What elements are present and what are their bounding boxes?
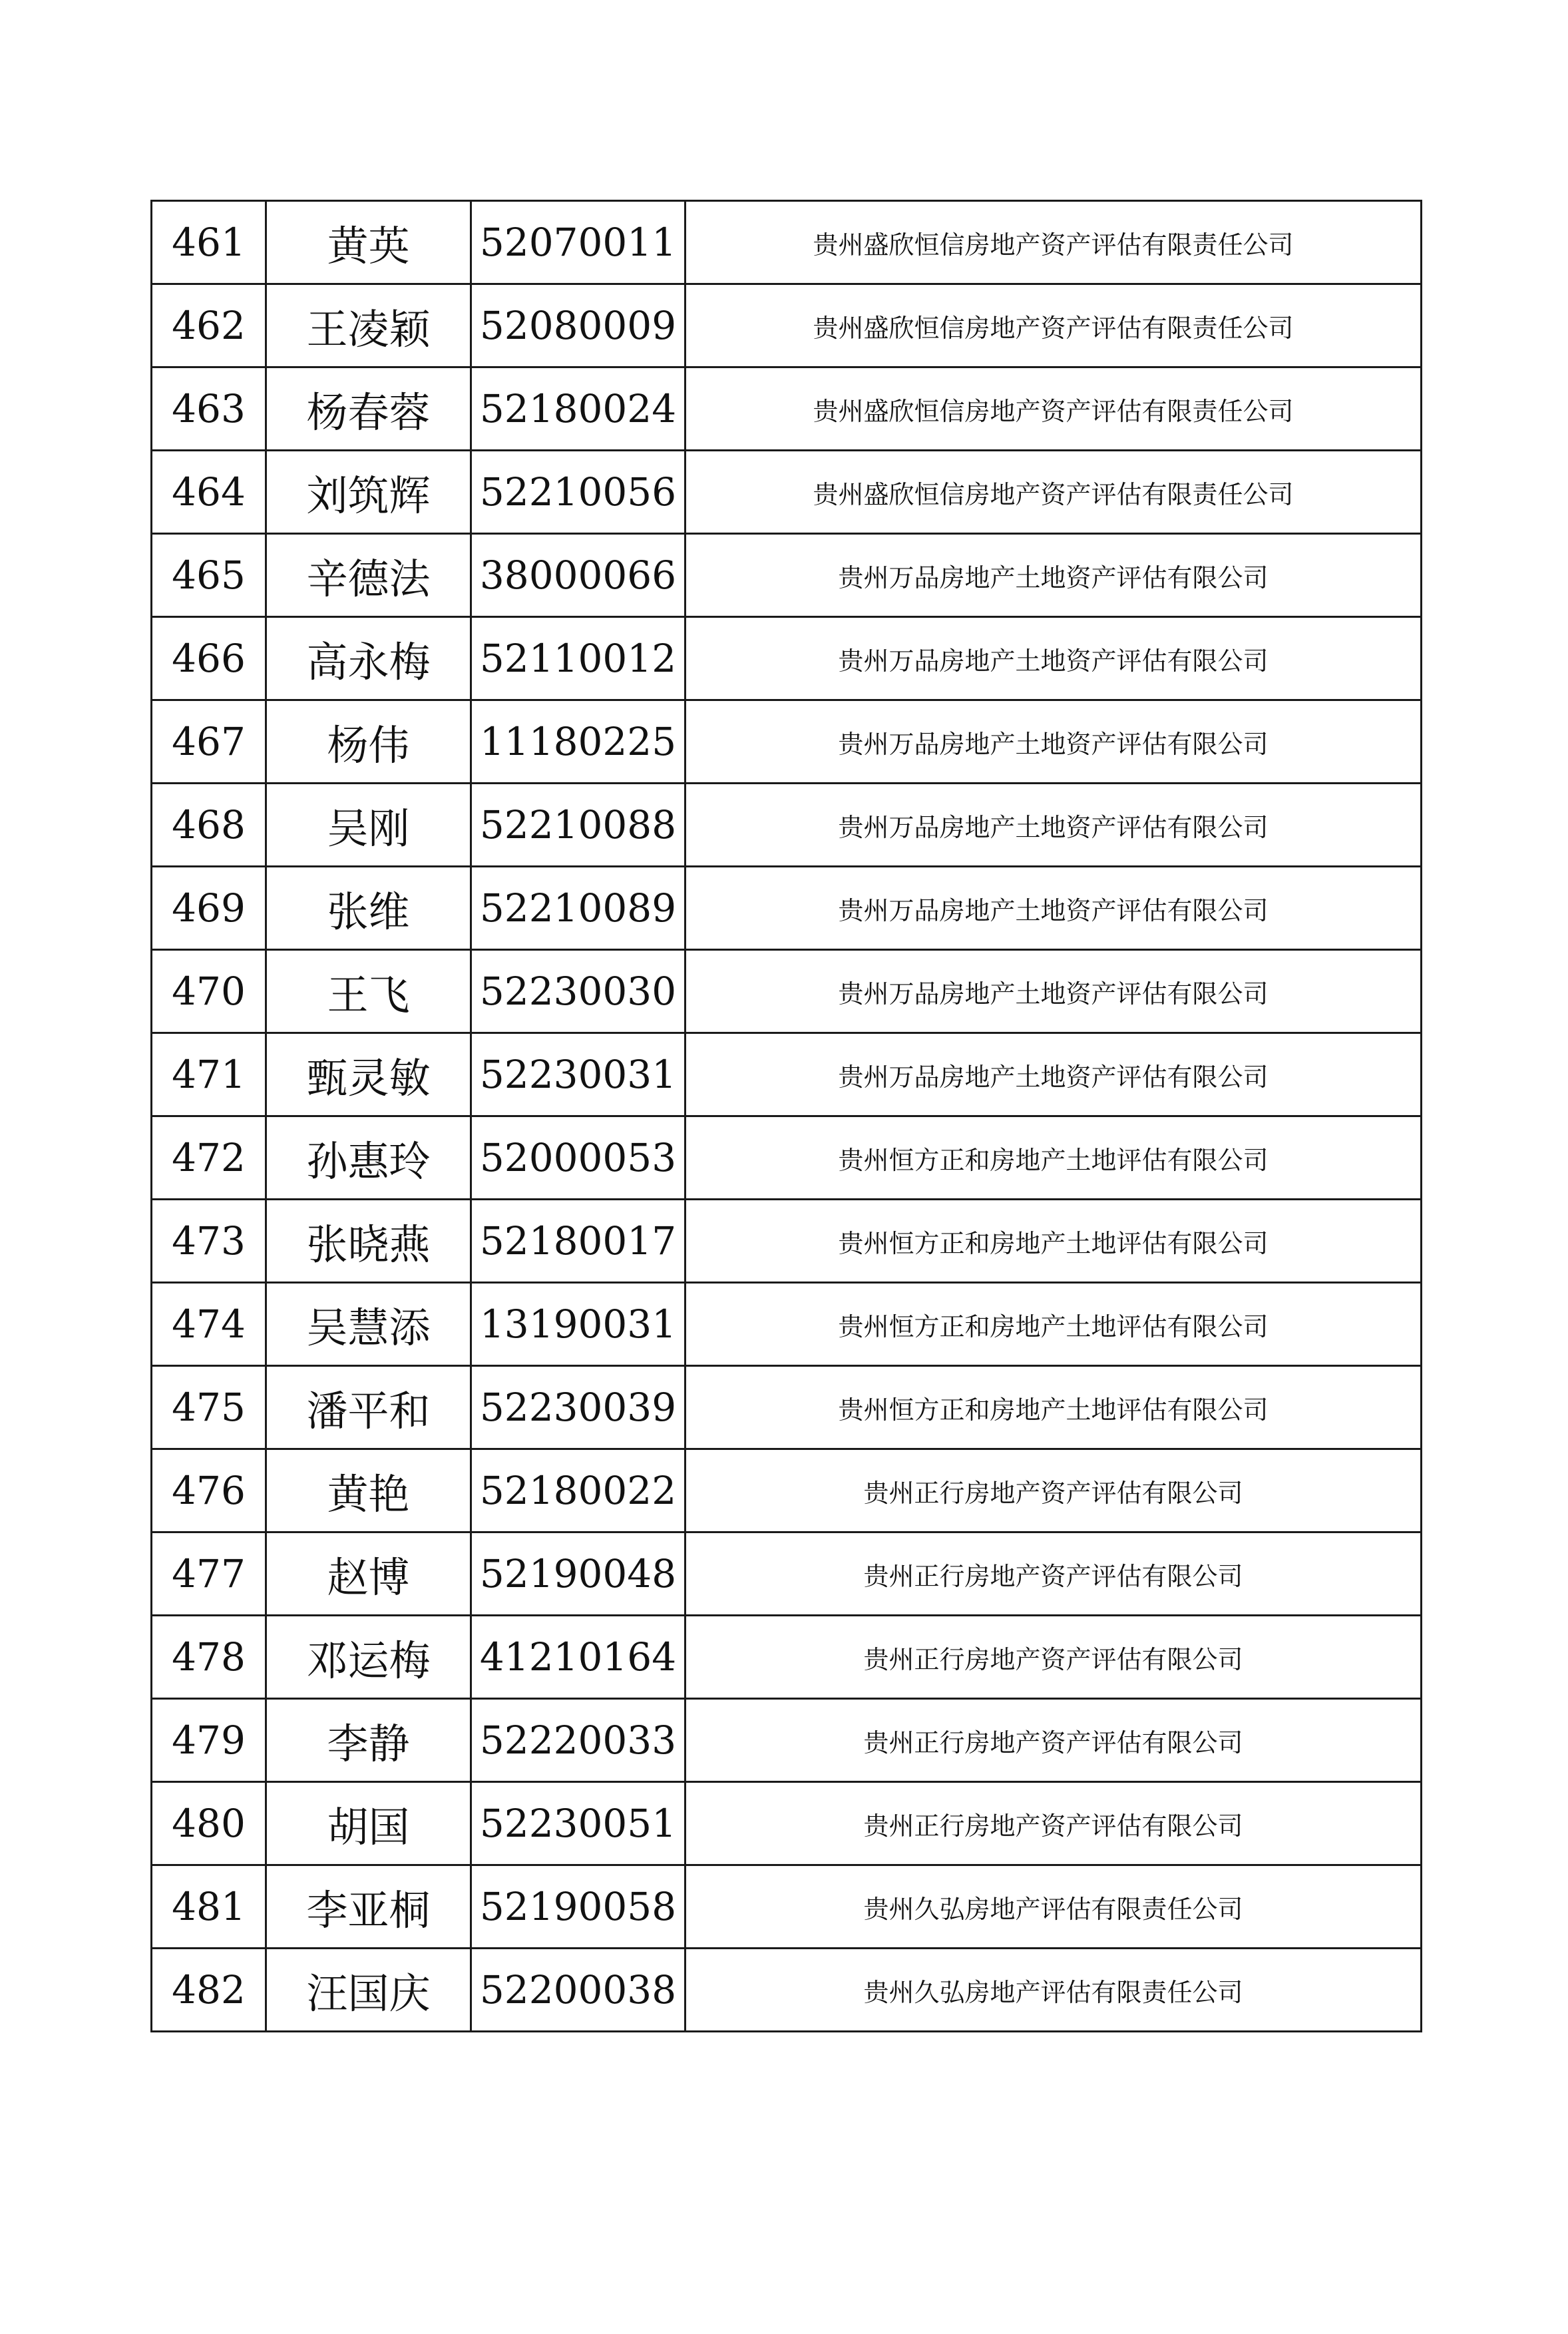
row-index-cell: 480 [152,1782,266,1865]
certificate-number-cell: 52080009 [471,284,686,367]
row-index-cell: 470 [152,950,266,1033]
table-row [152,784,1422,867]
person-name-cell: 张维 [266,867,471,950]
row-index-cell: 468 [152,784,266,867]
certificate-number-cell: 52230039 [471,1366,686,1449]
person-name-cell: 邓运梅 [266,1616,471,1699]
table-row [152,284,1422,367]
person-name-cell: 刘筑辉 [266,451,471,534]
person-name-cell: 吴刚 [266,784,471,867]
person-name-cell: 黄艳 [266,1449,471,1532]
row-index-cell: 479 [152,1699,266,1782]
table-row [152,1116,1422,1200]
company-name-cell: 贵州久弘房地产评估有限责任公司 [686,1865,1422,1949]
certificate-number-cell: 52230051 [471,1782,686,1865]
table-row [152,1782,1422,1865]
row-index-cell: 474 [152,1283,266,1366]
company-name-cell: 贵州正行房地产资产评估有限公司 [686,1782,1422,1865]
company-name-cell: 贵州盛欣恒信房地产资产评估有限责任公司 [686,367,1422,451]
person-name-cell: 杨春蓉 [266,367,471,451]
person-name-cell: 王飞 [266,950,471,1033]
table-row [152,1366,1422,1449]
row-index-cell: 465 [152,534,266,617]
table-row [152,1616,1422,1699]
person-name-cell: 王凌颖 [266,284,471,367]
table-row [152,1200,1422,1283]
company-name-cell: 贵州盛欣恒信房地产资产评估有限责任公司 [686,201,1422,284]
row-index-cell: 478 [152,1616,266,1699]
row-index-cell: 482 [152,1949,266,2032]
row-index-cell: 473 [152,1200,266,1283]
person-name-cell: 吴慧添 [266,1283,471,1366]
company-name-cell: 贵州万品房地产土地资产评估有限公司 [686,534,1422,617]
table-row [152,1865,1422,1949]
certificate-number-cell: 52190048 [471,1532,686,1616]
company-name-cell: 贵州正行房地产资产评估有限公司 [686,1449,1422,1532]
table-row [152,1699,1422,1782]
certificate-number-cell: 38000066 [471,534,686,617]
certificate-number-cell: 52000053 [471,1116,686,1200]
person-name-cell: 高永梅 [266,617,471,700]
certificate-number-cell: 52230030 [471,950,686,1033]
person-name-cell: 杨伟 [266,700,471,784]
table-row [152,534,1422,617]
table-row [152,700,1422,784]
row-index-cell: 476 [152,1449,266,1532]
table-row [152,1283,1422,1366]
company-name-cell: 贵州恒方正和房地产土地评估有限公司 [686,1283,1422,1366]
certificate-number-cell: 52210056 [471,451,686,534]
certificate-number-cell: 52180017 [471,1200,686,1283]
company-name-cell: 贵州万品房地产土地资产评估有限公司 [686,950,1422,1033]
person-name-cell: 辛德法 [266,534,471,617]
registry-table [150,200,1422,2032]
certificate-number-cell: 52110012 [471,617,686,700]
row-index-cell: 472 [152,1116,266,1200]
row-index-cell: 463 [152,367,266,451]
certificate-number-cell: 52070011 [471,201,686,284]
row-index-cell: 477 [152,1532,266,1616]
registry-table-body [152,201,1422,2032]
table-row [152,950,1422,1033]
table-row [152,1532,1422,1616]
person-name-cell: 胡国 [266,1782,471,1865]
certificate-number-cell: 52230031 [471,1033,686,1116]
certificate-number-cell: 52200038 [471,1949,686,2032]
row-index-cell: 467 [152,700,266,784]
person-name-cell: 黄英 [266,201,471,284]
company-name-cell: 贵州万品房地产土地资产评估有限公司 [686,617,1422,700]
certificate-number-cell: 41210164 [471,1616,686,1699]
company-name-cell: 贵州久弘房地产评估有限责任公司 [686,1949,1422,2032]
table-row [152,367,1422,451]
person-name-cell: 赵博 [266,1532,471,1616]
row-index-cell: 475 [152,1366,266,1449]
certificate-number-cell: 13190031 [471,1283,686,1366]
table-row [152,451,1422,534]
company-name-cell: 贵州恒方正和房地产土地评估有限公司 [686,1200,1422,1283]
table-row [152,1949,1422,2032]
company-name-cell: 贵州正行房地产资产评估有限公司 [686,1699,1422,1782]
certificate-number-cell: 52220033 [471,1699,686,1782]
row-index-cell: 464 [152,451,266,534]
company-name-cell: 贵州万品房地产土地资产评估有限公司 [686,1033,1422,1116]
table-row [152,617,1422,700]
row-index-cell: 466 [152,617,266,700]
company-name-cell: 贵州盛欣恒信房地产资产评估有限责任公司 [686,284,1422,367]
certificate-number-cell: 52210089 [471,867,686,950]
certificate-number-cell: 52180024 [471,367,686,451]
company-name-cell: 贵州恒方正和房地产土地评估有限公司 [686,1116,1422,1200]
person-name-cell: 李静 [266,1699,471,1782]
company-name-cell: 贵州正行房地产资产评估有限公司 [686,1532,1422,1616]
certificate-number-cell: 52210088 [471,784,686,867]
table-row [152,201,1422,284]
row-index-cell: 481 [152,1865,266,1949]
person-name-cell: 孙惠玲 [266,1116,471,1200]
person-name-cell: 汪国庆 [266,1949,471,2032]
row-index-cell: 461 [152,201,266,284]
company-name-cell: 贵州正行房地产资产评估有限公司 [686,1616,1422,1699]
certificate-number-cell: 52190058 [471,1865,686,1949]
certificate-number-cell: 52180022 [471,1449,686,1532]
company-name-cell: 贵州万品房地产土地资产评估有限公司 [686,700,1422,784]
company-name-cell: 贵州万品房地产土地资产评估有限公司 [686,867,1422,950]
table-row [152,1449,1422,1532]
table-row [152,867,1422,950]
row-index-cell: 469 [152,867,266,950]
person-name-cell: 甄灵敏 [266,1033,471,1116]
person-name-cell: 李亚桐 [266,1865,471,1949]
person-name-cell: 张晓燕 [266,1200,471,1283]
row-index-cell: 462 [152,284,266,367]
company-name-cell: 贵州万品房地产土地资产评估有限公司 [686,784,1422,867]
certificate-number-cell: 11180225 [471,700,686,784]
table-row [152,1033,1422,1116]
company-name-cell: 贵州盛欣恒信房地产资产评估有限责任公司 [686,451,1422,534]
person-name-cell: 潘平和 [266,1366,471,1449]
row-index-cell: 471 [152,1033,266,1116]
company-name-cell: 贵州恒方正和房地产土地评估有限公司 [686,1366,1422,1449]
